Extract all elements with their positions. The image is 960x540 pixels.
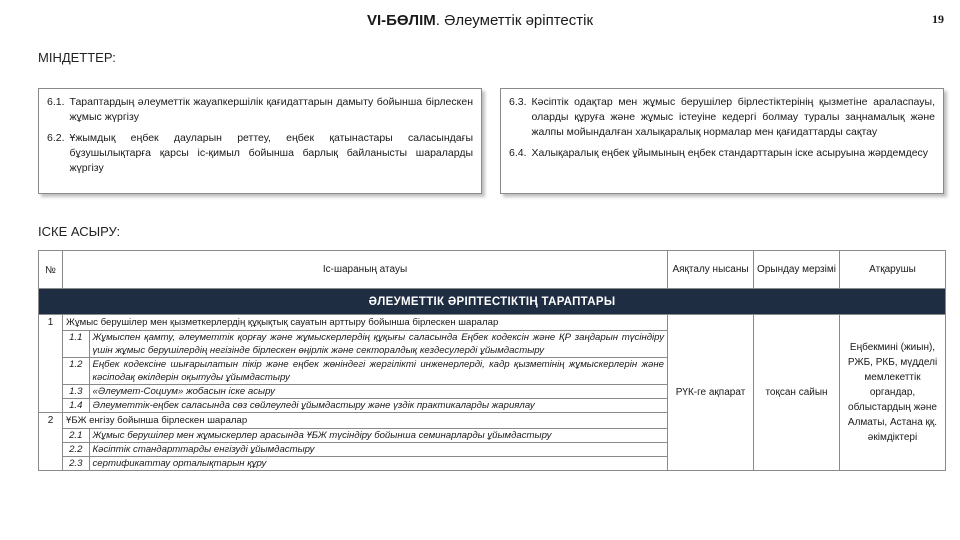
subaction-text: Әлеуметтік-еңбек саласында сөз сөйлеуледі ұйымдастыру және үздік практикаларды жариялау <box>89 399 667 413</box>
page-number: 19 <box>932 12 944 26</box>
tasks-box-left <box>38 88 482 194</box>
task-text: Кәсіптік одақтар мен жұмыс берушілер бірлестіктерінің қызметіне араласпауы, оларды құруға және жұмыс істеуіне кедергі болмау туралы заңнамалық және жалпы мойындалған халықаралық нормалар мен қағидаттарды сақтау <box>531 96 935 138</box>
table-header-row <box>39 251 946 289</box>
subaction-text: «Әлеумет-Социум» жобасын іске асыру <box>89 385 667 399</box>
subaction-number: 1.3 <box>63 385 89 399</box>
row-title: Жұмыс берушілер мен қызметкерлердің құқықтық сауатын арттыру бойынша бірлескен шаралар <box>66 317 499 328</box>
category-band-row <box>39 289 946 315</box>
row-actions <box>63 413 668 471</box>
task-item <box>509 95 935 140</box>
section-number: VI-БӨЛІМ <box>366 12 436 29</box>
subaction-row <box>63 331 667 358</box>
col-header-form: Аяқталу нысаны <box>668 251 754 289</box>
table-row <box>39 315 946 413</box>
task-text: Ұжымдық еңбек дауларын реттеу, еңбек қатынастары саласындағы бұзушылықтарға қарсы іс-қимыл бойынша барлық байланысты шараларды жүргізу <box>69 132 473 174</box>
task-item <box>47 131 473 176</box>
row-actions <box>63 315 668 413</box>
subaction-text: сертификаттау орталықтарын құру <box>89 457 667 471</box>
subaction-text: Еңбек кодексіне шығарылатын пікір және еңбек жөніндегі жергілікті инженерлерді, кадр қызметінің жұмыскерлерін және кәсіподақ өкілдерін оқытуды ұйымдастыру <box>89 358 667 385</box>
col-header-action: Іс-шараның атауы <box>63 251 668 289</box>
subaction-row <box>63 358 667 385</box>
category-band: ӘЛЕУМЕТТІК ӘРІПТЕСТІКТІҢ ТАРАПТАРЫ <box>39 289 946 315</box>
task-item <box>509 146 935 161</box>
subaction-row <box>63 399 667 413</box>
subaction-text: Кәсіптік стандарттарды енгізуді ұйымдастыру <box>89 443 667 457</box>
executor: Еңбекмині (жиын), РЖБ, РКБ, мүдделі мемлекеттік органдар, облыстардың және Алматы, Астана ққ. әкімдіктері <box>840 315 946 471</box>
task-number: 6.2. <box>47 132 65 144</box>
subaction-text: Жұмыс берушілер мен жұмыскерлер арасында ҰБЖ түсіндіру бойынша семинарларды ұйымдастыру <box>89 429 667 443</box>
subactions-table <box>63 413 667 470</box>
subaction-number: 2.3 <box>63 457 89 471</box>
execution-term: тоқсан сайын <box>754 315 840 471</box>
task-number: 6.4. <box>509 147 527 159</box>
col-header-no: № <box>39 251 63 289</box>
tasks-heading: МІНДЕТТЕР: <box>38 50 116 65</box>
section-title: . Әлеуметтік әріптестік <box>435 12 594 29</box>
subactions-table <box>63 315 667 412</box>
subaction-number: 1.4 <box>63 399 89 413</box>
task-text: Халықаралық еңбек ұйымының еңбек стандарттарын іске асыруына жәрдемдесу <box>531 147 929 159</box>
subaction-number: 1.1 <box>63 331 89 358</box>
subaction-number: 2.2 <box>63 443 89 457</box>
row-number: 1 <box>39 315 63 413</box>
row-number: 2 <box>39 413 63 471</box>
implementation-table <box>38 250 946 471</box>
subaction-row <box>63 443 667 457</box>
implementation-heading: ІСКЕ АСЫРУ: <box>38 224 121 239</box>
subaction-row <box>63 429 667 443</box>
subaction-row <box>63 457 667 471</box>
col-header-term: Орындау мерзімі <box>754 251 840 289</box>
task-text: Тараптардың әлеуметтік жауапкершілік қағидаттарын дамыту бойынша бірлескен жұмыс жүргізу <box>69 96 473 123</box>
col-header-executor: Атқарушы <box>840 251 946 289</box>
subaction-row <box>63 385 667 399</box>
page-title <box>0 12 960 29</box>
subaction-text: Жұмыспен қамту, әлеуметтік қорғау және жұмыскерлердің құқығы саласында Еңбек кодексін және ҚР заңдарын түсіндіру үшін жұмыс берушілердің негізінде бірлескен өңірлік және секторалдық кездесулерді ұйымдастыру <box>89 331 667 358</box>
task-item <box>47 95 473 125</box>
completion-form: РҮК-ге ақпарат <box>668 315 754 471</box>
task-number: 6.1. <box>47 96 65 108</box>
subaction-number: 1.2 <box>63 358 89 385</box>
task-number: 6.3. <box>509 96 527 108</box>
row-title: ҰБЖ енгізу бойынша бірлескен шаралар <box>66 415 248 426</box>
tasks-box-right <box>500 88 944 194</box>
subaction-number: 2.1 <box>63 429 89 443</box>
